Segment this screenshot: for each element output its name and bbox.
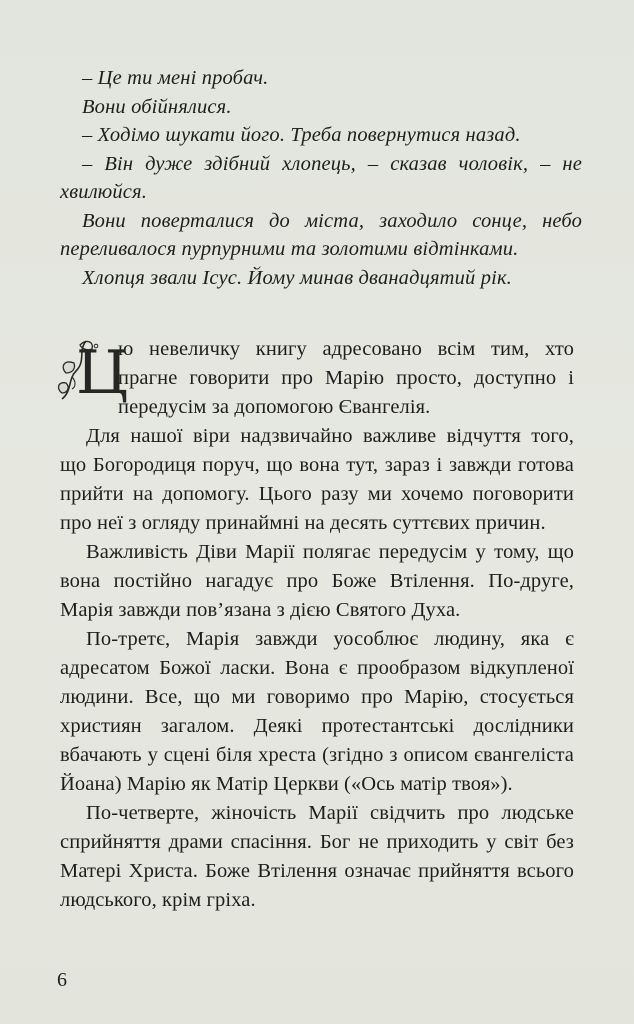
dialogue-line: – Це ти мені пробач.: [82, 67, 269, 89]
dialogue-line: Вони обійнялися.: [82, 95, 232, 118]
paragraph-3: Важливість Діви Марії полягає передусім у тому, що вона постійно нагадує про Боже Втілення. По-друге, Марія завжди пов’язана з дією Святого Духа.: [60, 541, 574, 621]
dialogue-line: – Ходімо шукати його. Треба повернутися назад.: [82, 124, 521, 146]
dropcap-letter: Ц: [76, 338, 129, 408]
dropcap: [56, 337, 129, 408]
paragraph-5: По-четверте, жіночість Марії свідчить про людське сприйняття драми спасіння. Бог не приходить у світ без Матері Христа. Боже Втілення означає прийняття всього людського, крім гріха.: [60, 802, 574, 911]
dialogue-line: Вони поверталися до міста, заходило сонце, небо переливалося пурпурними та золотими відтінками.: [60, 209, 582, 260]
paragraph-4: По-третє, Марія завжди уособлює людину, яка є адресатом Божої ласки. Вона є прообразом відкупленої людини. Все, що ми говоримо про Марію, стосується християн загалом. Деякі протестантські дослідники вбачають у сцені біля хреста (згідно з описом євангеліста Йоана) Марію як Матір Церкви («Ось матір твоя»).: [60, 628, 574, 795]
paragraph-2: Для нашої віри надзвичайно важливе відчуття того, що Богородиця поруч, що вона тут, зараз і завжди готова прийти на допомогу. Цього разу ми хочемо поговорити про неї з огляду принаймні на десять суттєвих причин.: [60, 425, 574, 534]
paragraph-1: [60, 335, 574, 422]
dialogue-line: Хлопця звали Ісус. Йому минав дванадцятий рік.: [82, 266, 512, 289]
dialogue-line: – Він дуже здібний хлопець, – сказав чоловік, – не хвилюйся.: [60, 152, 582, 203]
main-text-block: [60, 335, 574, 915]
italic-dialogue-block: [60, 64, 582, 292]
paragraph-1-text: ю невеличку книгу адресовано всім тим, хто прагне говорити про Марію просто, доступно і передусім за допомогою Євангелія.: [118, 338, 574, 418]
page-number: 6: [57, 969, 67, 991]
